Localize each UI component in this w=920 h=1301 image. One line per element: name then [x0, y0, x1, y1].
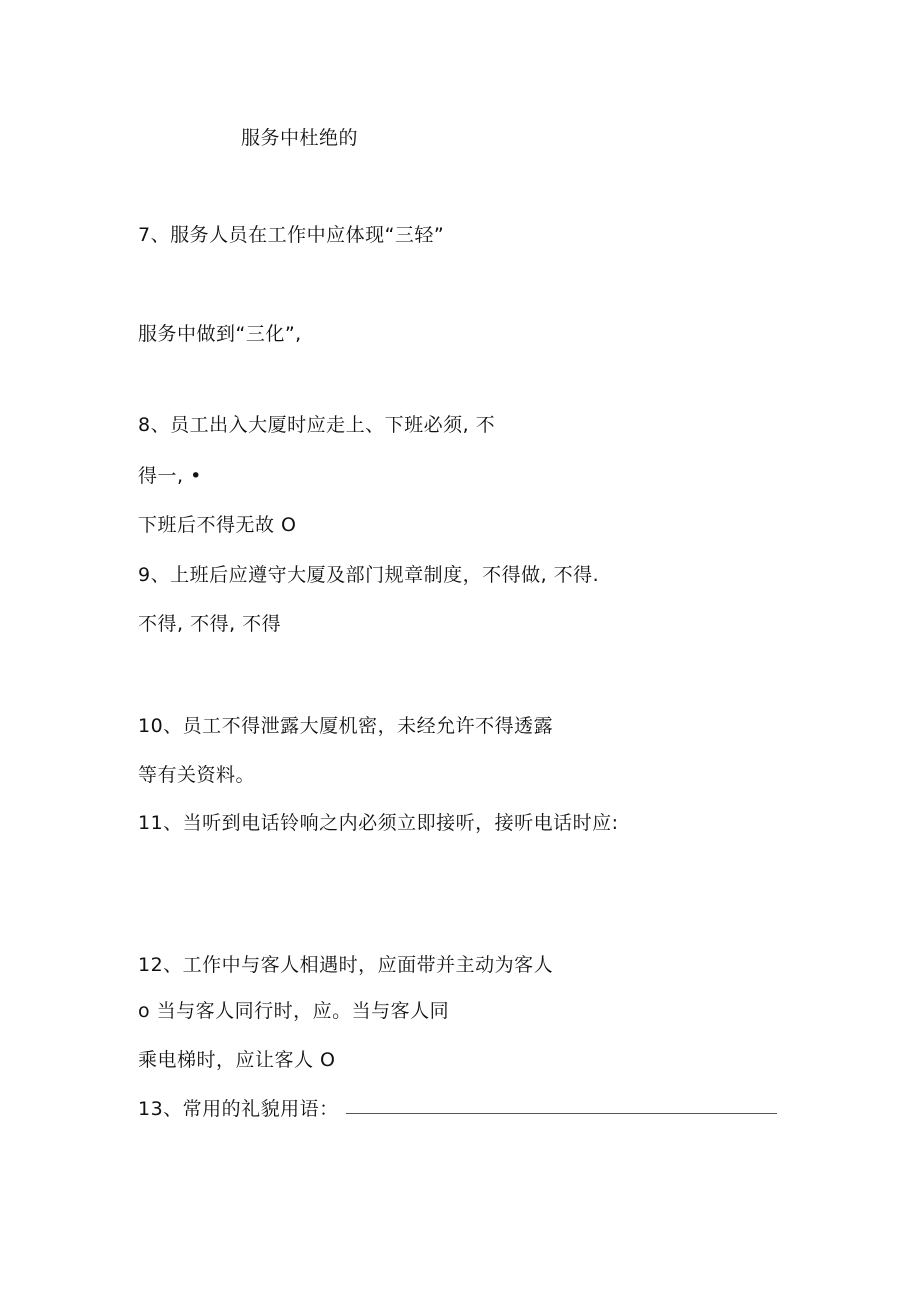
text-line-2: 7、服务人员在工作中应体现“三轻” [138, 224, 445, 246]
text-line-15: 13、常用的礼貌用语： [138, 1098, 339, 1120]
text-line-9: 10、员工不得泄露大厦机密，未经允许不得透露 [138, 715, 554, 737]
text-line-8: 不得, 不得, 不得 [138, 613, 282, 635]
text-line-10: 等有关资料。 [138, 764, 256, 786]
text-line-5: 得一, • [138, 465, 202, 487]
text-line-14: 乘电梯时，应让客人 O [138, 1049, 336, 1071]
fill-in-blank-line [346, 1113, 777, 1114]
text-line-3: 服务中做到“三化”, [138, 323, 302, 345]
text-line-12: 12、工作中与客人相遇时，应面带并主动为客人 [138, 954, 554, 976]
text-line-1: 服务中杜绝的 [241, 127, 359, 149]
text-line-13: o 当与客人同行时，应。当与客人同 [138, 1000, 450, 1022]
text-line-4: 8、员工出入大厦时应走上、下班必须, 不 [138, 414, 496, 436]
text-line-7: 9、上班后应遵守大厦及部门规章制度，不得做, 不得. [138, 564, 600, 586]
text-line-6: 下班后不得无故 O [138, 514, 297, 536]
text-line-11: 11、当听到电话铃响之内必须立即接听，接听电话时应: [138, 812, 619, 834]
